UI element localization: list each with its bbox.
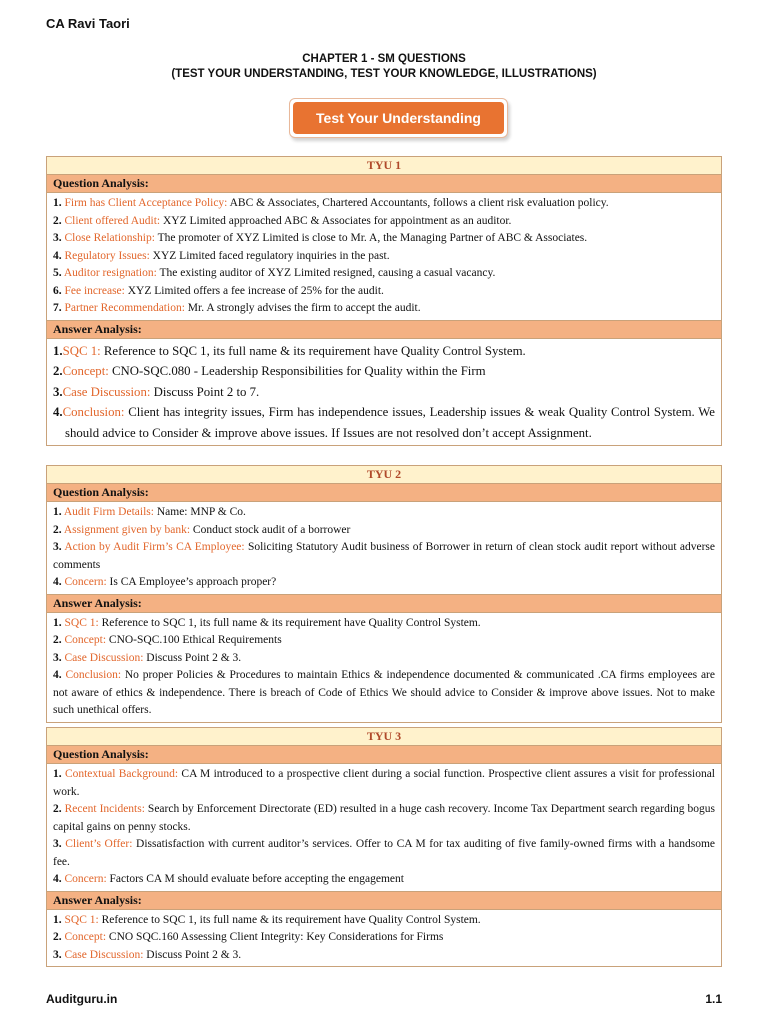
list-item [53, 283, 715, 301]
item-number: 1. [53, 343, 63, 358]
item-keyword: Recent Incidents: [64, 803, 145, 815]
item-text: Discuss Point 2 to 7. [150, 384, 260, 399]
item-keyword: Concern: [64, 873, 107, 885]
item-number: 7. [53, 302, 62, 314]
list-item [53, 213, 715, 231]
item-text: Dissatisfaction with current auditor’s services. Offer to CA M for tax auditing of five family-owned firms with a handsome fee. [53, 838, 716, 868]
item-keyword: Case Discussion: [64, 948, 144, 961]
test-your-understanding-banner: Test Your Understanding [293, 102, 504, 134]
chapter-title-line1: CHAPTER 1 - SM QUESTIONS [302, 53, 466, 65]
footer-site: Auditguru.in [46, 992, 118, 1006]
item-text: Conduct stock audit of a borrower [190, 523, 351, 536]
item-text: XYZ Limited approached ABC & Associates for appointment as an auditor. [160, 214, 512, 227]
list-item [53, 574, 715, 592]
item-number: 1. [53, 768, 62, 780]
tyu-3-answer-list [47, 910, 721, 967]
item-keyword: Client offered Audit: [64, 214, 161, 227]
tyu-3-question-analysis-label: Question Analysis: [47, 746, 721, 764]
item-number: 3. [53, 838, 62, 850]
tyu-2-question-analysis-label: Question Analysis: [47, 484, 721, 502]
item-text: Soliciting Statutory Audit business of Borrower in return of clean stock audit report without adverse comments [53, 541, 715, 571]
tyu-1-question-list [47, 193, 721, 321]
item-text: Factors CA M should evaluate before accepting the engagement [106, 873, 404, 885]
item-number: 3. [53, 541, 62, 553]
item-number: 2. [53, 214, 62, 227]
item-keyword: Concern: [64, 576, 107, 588]
item-keyword: Firm has Client Acceptance Policy: [64, 197, 228, 209]
item-keyword: Conclusion: [62, 405, 125, 419]
item-keyword: Concept: [64, 931, 107, 943]
item-keyword: Assignment given by bank: [63, 523, 191, 536]
item-keyword: Case Discussion: [62, 384, 151, 399]
item-keyword: Close Relationship: [64, 232, 155, 244]
list-item [53, 632, 715, 650]
item-number: 6. [53, 284, 62, 297]
item-keyword: Partner Recommendation: [64, 302, 185, 314]
list-item [53, 912, 715, 930]
tyu-3-answer-analysis-label: Answer Analysis: [47, 892, 721, 910]
list-item [53, 195, 715, 213]
item-text: Reference to SQC 1, its full name & its requirement have Quality Control System. [100, 343, 526, 358]
item-text: No proper Policies & Procedures to maintain Ethics & independence documented & communicated .CA firms employees are not aware of ethics & independence. There is breach of Code of Ethics We should advice to Consider & improve above issues. Not to make such unethical offers. [53, 669, 715, 716]
item-number: 3. [53, 651, 62, 664]
list-item [53, 539, 715, 574]
list-item [53, 230, 715, 248]
footer-page-number: 1.1 [705, 992, 722, 1006]
section-banner-frame [289, 98, 508, 138]
chapter-title-line2: (TEST YOUR UNDERSTANDING, TEST YOUR KNOWLEDGE, ILLUSTRATIONS) [171, 68, 597, 80]
item-keyword: Fee increase: [64, 284, 125, 297]
item-number: 2. [53, 523, 62, 536]
list-item [53, 650, 715, 668]
item-keyword: Audit Firm Details: [63, 506, 154, 518]
item-text: Discuss Point 2 & 3. [143, 651, 242, 664]
item-keyword: Client’s Offer: [65, 838, 133, 850]
list-item [53, 341, 715, 362]
item-keyword: SQC 1: [64, 913, 99, 926]
list-item [53, 300, 715, 318]
list-item [53, 382, 715, 403]
tyu-3-box [46, 727, 722, 967]
list-item [53, 522, 715, 540]
list-item [53, 402, 715, 443]
list-item [53, 871, 715, 889]
item-text: Mr. A strongly advises the firm to accept the audit. [184, 302, 421, 314]
item-keyword: SQC 1: [64, 616, 99, 629]
list-item [53, 947, 715, 965]
item-number: 2. [53, 931, 62, 943]
item-keyword: Conclusion: [65, 669, 122, 681]
chapter-title [0, 52, 768, 82]
item-text: Discuss Point 2 & 3. [143, 948, 242, 961]
author-name: CA Ravi Taori [46, 16, 130, 31]
item-number: 3. [53, 948, 62, 961]
list-item [53, 667, 715, 720]
item-text: CNO SQC.160 Assessing Client Integrity: Key Considerations for Firms [106, 931, 444, 943]
tyu-1-question-analysis-label: Question Analysis: [47, 175, 721, 193]
item-number: 2. [53, 803, 62, 815]
item-text: Search by Enforcement Directorate (ED) resulted in a huge cash recovery. Income Tax Department search regarding bogus capital gains on penny stocks. [53, 803, 716, 833]
item-text: CNO-SQC.080 - Leadership Responsibilities for Quality within the Firm [108, 364, 486, 378]
item-number: 1. [53, 197, 62, 209]
item-keyword: SQC 1: [62, 343, 101, 358]
tyu-2-title: TYU 2 [47, 466, 721, 484]
item-text: CNO-SQC.100 Ethical Requirements [106, 634, 282, 646]
item-number: 4. [53, 576, 62, 588]
tyu-3-question-list [47, 764, 721, 892]
item-keyword: Action by Audit Firm’s CA Employee: [64, 541, 245, 553]
tyu-1-box [46, 156, 722, 446]
item-number: 4. [53, 669, 62, 681]
item-number: 4. [53, 249, 62, 262]
list-item [53, 361, 715, 382]
tyu-2-question-list [47, 502, 721, 595]
item-text: The existing auditor of XYZ Limited resigned, causing a casual vacancy. [156, 267, 496, 279]
item-number: 2. [53, 634, 62, 646]
item-text: Name: MNP & Co. [153, 506, 246, 518]
item-text: The promoter of XYZ Limited is close to Mr. A, the Managing Partner of ABC & Associates. [154, 232, 588, 244]
item-number: 5. [53, 267, 62, 279]
item-text: ABC & Associates, Chartered Accountants, follows a client risk evaluation policy. [227, 197, 609, 209]
item-number: 1. [53, 616, 62, 629]
item-text: Client has integrity issues, Firm has independence issues, Leadership issues & weak Quality Control System. We should advice to Consider & improve above issues. If Issues are not resolved don’t accept Assignment. [65, 405, 715, 440]
tyu-2-box [46, 465, 722, 723]
item-text: Is CA Employee’s approach proper? [106, 576, 277, 588]
item-text: CA M introduced to a prospective client during a social function. Prospective client assures a visit for professional work. [53, 768, 715, 798]
tyu-2-answer-list [47, 613, 721, 722]
tyu-1-answer-analysis-label: Answer Analysis: [47, 321, 721, 339]
tyu-1-answer-list [47, 339, 721, 446]
item-text: XYZ Limited faced regulatory inquiries in the past. [149, 249, 390, 262]
item-text: Reference to SQC 1, its full name & its requirement have Quality Control System. [98, 616, 481, 629]
item-number: 2. [53, 364, 63, 378]
item-keyword: Case Discussion: [64, 651, 144, 664]
item-keyword: Concept: [62, 364, 109, 378]
list-item [53, 836, 715, 871]
list-item [53, 615, 715, 633]
list-item [53, 766, 715, 801]
item-keyword: Regulatory Issues: [64, 249, 150, 262]
list-item [53, 265, 715, 283]
list-item [53, 801, 715, 836]
tyu-3-title: TYU 3 [47, 728, 721, 746]
item-text: XYZ Limited offers a fee increase of 25% for the audit. [124, 284, 384, 297]
item-keyword: Auditor resignation: [63, 267, 157, 279]
tyu-2-answer-analysis-label: Answer Analysis: [47, 595, 721, 613]
list-item [53, 929, 715, 947]
item-number: 3. [53, 384, 63, 399]
list-item [53, 248, 715, 266]
item-number: 1. [53, 913, 62, 926]
item-number: 1. [53, 506, 62, 518]
item-number: 3. [53, 232, 62, 244]
item-number: 4. [53, 405, 63, 419]
list-item [53, 504, 715, 522]
item-text: Reference to SQC 1, its full name & its requirement have Quality Control System. [98, 913, 481, 926]
tyu-1-title: TYU 1 [47, 157, 721, 175]
item-keyword: Concept: [64, 634, 107, 646]
item-keyword: Contextual Background: [64, 768, 179, 780]
item-number: 4. [53, 873, 62, 885]
